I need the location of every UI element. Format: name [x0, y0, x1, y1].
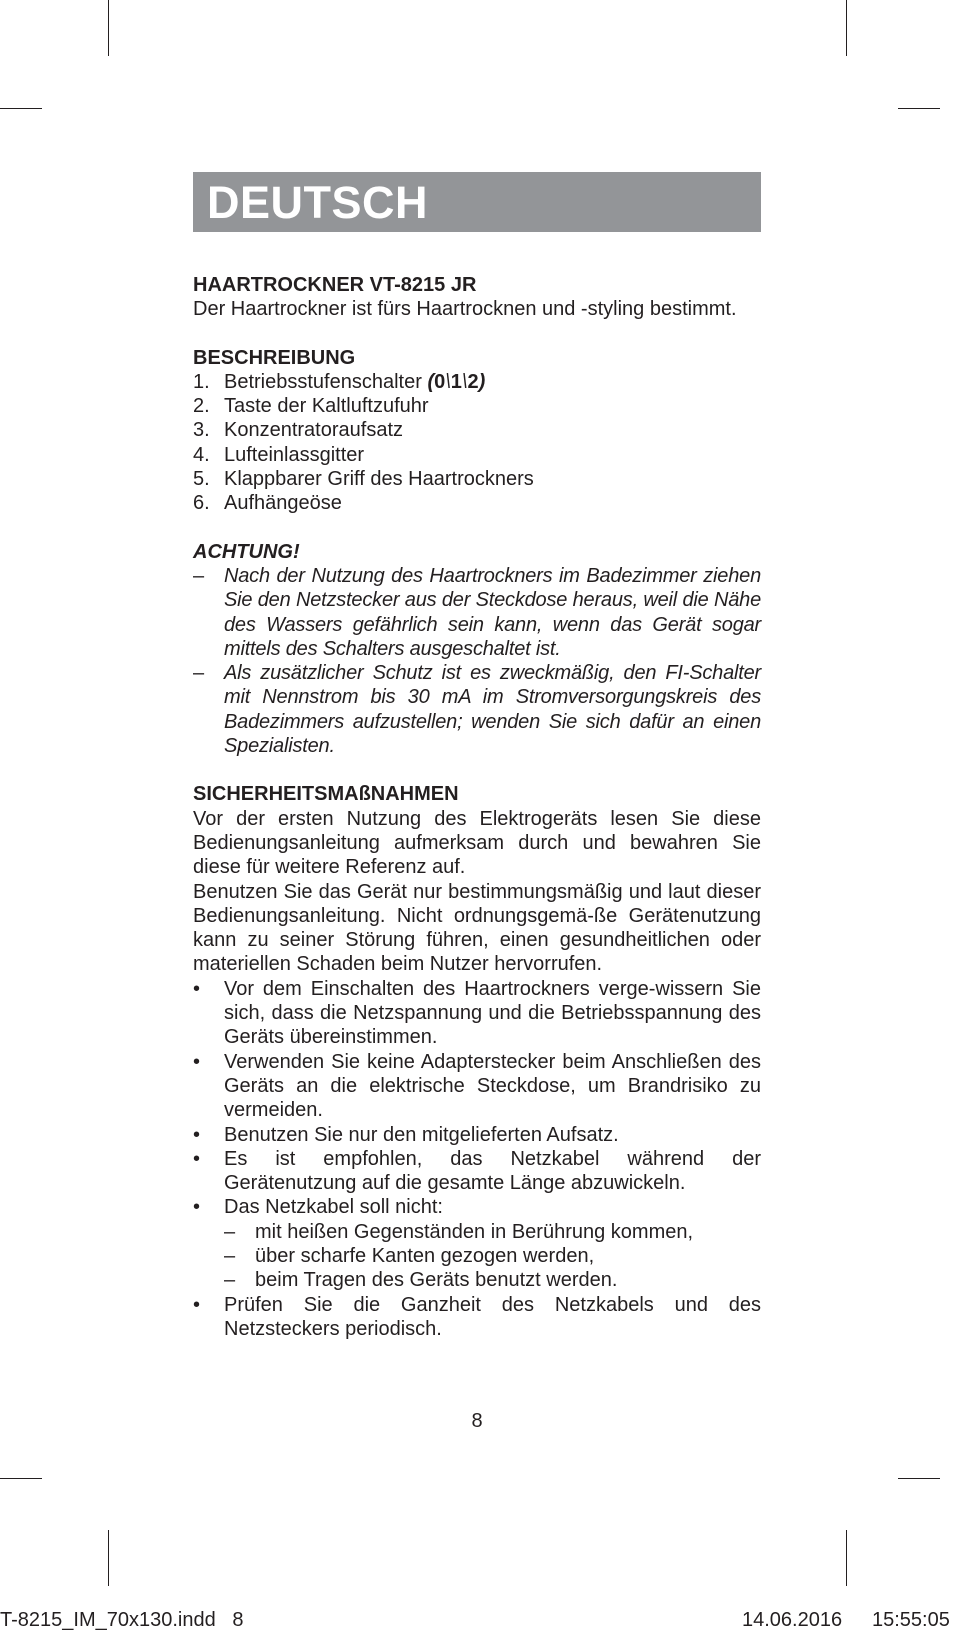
- safety-paragraph: Benutzen Sie das Gerät nur bestimmungsmäßig und laut dieser Bedienungsanleitung. Nicht ordnungsgemä-ße Gerätenutzung kann zu seiner Störung führen, einen gesundheitlichen oder materiellen Schaden beim Nutzer hervorrufen.: [193, 880, 761, 976]
- slug-file-info: T-8215_IM_70x130.indd 8: [0, 1609, 244, 1631]
- slug-date: 14.06.2016: [742, 1609, 843, 1631]
- safety-bullets: [193, 977, 761, 1341]
- crop-mark: [108, 1530, 109, 1586]
- safety-paragraph: Vor der ersten Nutzung des Elektrogeräts lesen Sie diese Bedienungsanleitung aufmerksam durch und bewahren Sie diese für weitere Referenz auf.: [193, 807, 761, 879]
- list-item: • Vor dem Einschalten des Haartrockners verge-wissern Sie sich, dass die Netzspannung und die Betriebsspannung des Geräts übereinstimmen.: [193, 977, 761, 1049]
- crop-mark: [898, 108, 940, 109]
- product-heading: HAARTROCKNER VT-8215 JR: [193, 274, 477, 296]
- list-item: – über scharfe Kanten gezogen werden,: [224, 1244, 595, 1267]
- crop-mark: [108, 0, 109, 56]
- list-item: • Das Netzkabel soll nicht:: [193, 1196, 443, 1219]
- slug-time: 15:55:05: [872, 1609, 950, 1631]
- warning-list: [193, 564, 761, 758]
- crop-mark: [0, 1478, 42, 1479]
- list-item: – beim Tragen des Geräts benutzt werden.: [224, 1269, 618, 1292]
- crop-mark: [846, 0, 847, 56]
- language-banner: [193, 172, 761, 232]
- page-number: 8: [471, 1410, 483, 1432]
- description-heading: BESCHREIBUNG: [193, 346, 356, 369]
- safety-heading: SICHERHEITSMAßNAHMEN: [193, 783, 459, 806]
- list-item: • Prüfen Sie die Ganzheit des Netzkabels und des Netzsteckers periodisch.: [193, 1293, 761, 1340]
- crop-mark: [0, 108, 42, 109]
- list-item: • Verwenden Sie keine Adapterstecker beim Anschließen des Geräts an die elektrische Steckdose, um Brandrisiko zu vermeiden.: [193, 1050, 761, 1122]
- list-item: • Es ist empfohlen, das Netzkabel während der Gerätenutzung auf die gesamte Länge abzuwickeln.: [193, 1147, 761, 1195]
- list-item: 1. Betriebsstufenschalter (0\1\2): [193, 370, 486, 393]
- warning-heading: ACHTUNG!: [193, 540, 300, 563]
- list-item: • Benutzen Sie nur den mitgelieferten Aufsatz.: [193, 1123, 619, 1146]
- list-item: – mit heißen Gegenständen in Berührung kommen,: [224, 1220, 694, 1243]
- crop-mark: [846, 1530, 847, 1586]
- list-item: – Als zusätzlicher Schutz ist es zweckmäßig, den FI-Schalter mit Nennstrom bis 30 mA im Stromversorgungskreis des Badezimmers aufzustellen; wenden Sie sich dafür an einen Spezialisten.: [193, 662, 761, 758]
- language-title: DEUTSCH: [207, 177, 429, 228]
- list-item: 4. Lufteinlassgitter: [193, 443, 365, 466]
- product-intro: Der Haartrockner ist fürs Haartrocknen und -styling bestimmt.: [193, 298, 737, 321]
- crop-mark: [898, 1478, 940, 1479]
- list-item: 5. Klappbarer Griff des Haartrockners: [193, 468, 534, 491]
- list-item: 6. Aufhängeöse: [193, 492, 342, 515]
- document-body: [193, 273, 761, 1341]
- list-item: 2. Taste der Kaltluftzufuhr: [193, 395, 429, 418]
- description-list: [193, 370, 761, 516]
- list-item: – Nach der Nutzung des Haartrockners im Badezimmer ziehen Sie den Netzstecker aus der Steckdose heraus, weil die Nähe des Wassers gefährlich sein kann, wenn das Gerät sogar mittels des Schalters ausgeschaltet ist.: [193, 564, 761, 660]
- list-item: 3. Konzentratoraufsatz: [193, 419, 403, 442]
- sub-list: [224, 1220, 761, 1293]
